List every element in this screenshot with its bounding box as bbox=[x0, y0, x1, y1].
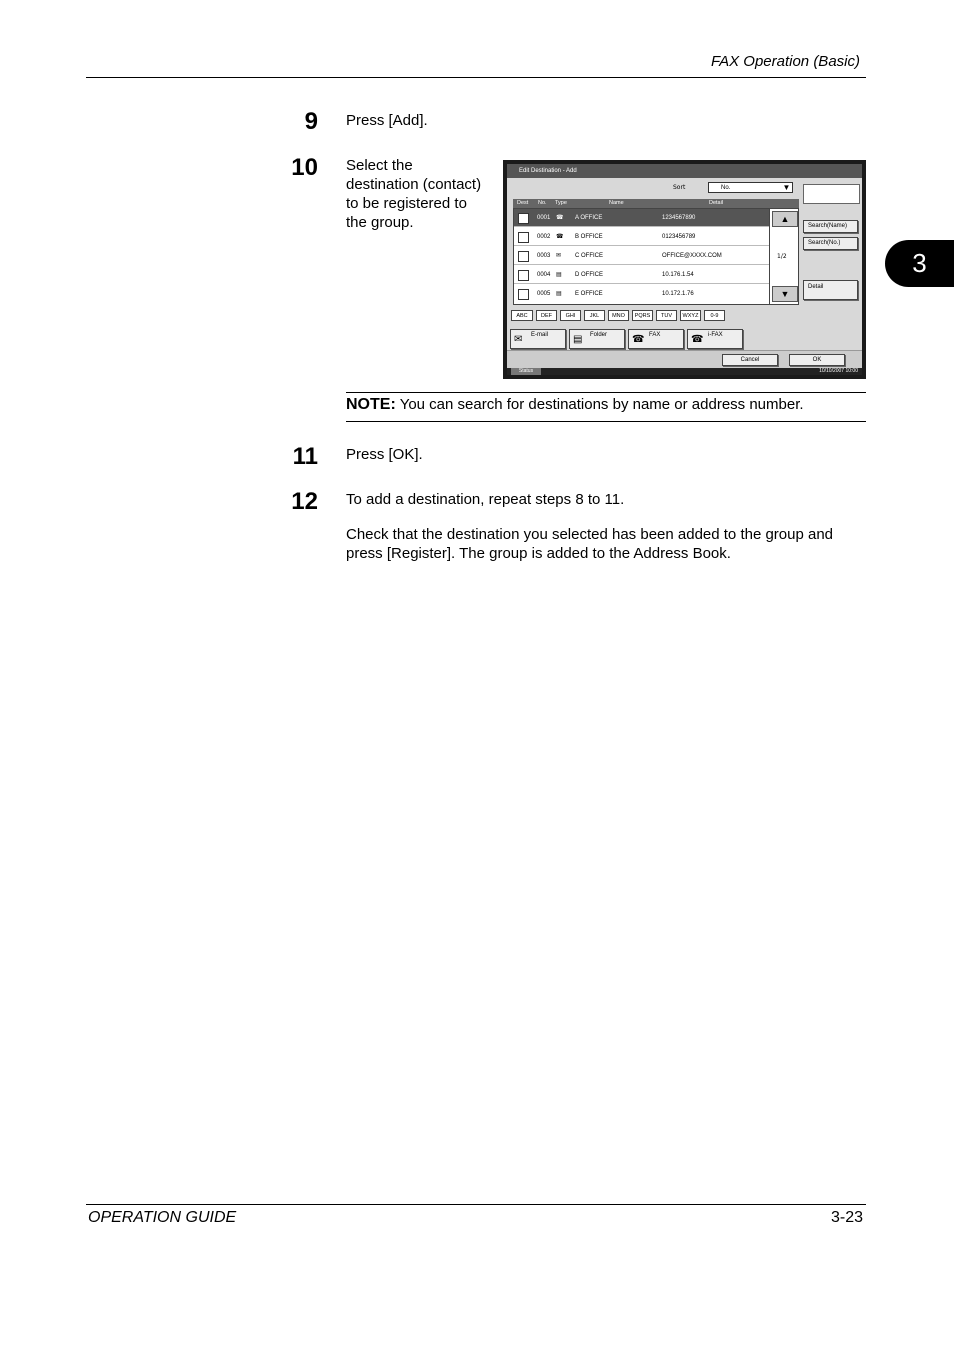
step-text: Press [OK]. bbox=[346, 446, 423, 463]
footer-divider bbox=[86, 1204, 866, 1205]
list-item[interactable]: 0004 ▤ D OFFICE 10.176.1.54 bbox=[514, 266, 770, 284]
list-item[interactable]: 0005 ▤ E OFFICE 10.172.1.76 bbox=[514, 285, 770, 303]
page-number: 3-23 bbox=[830, 1209, 863, 1226]
device-screen bbox=[503, 160, 866, 379]
folder-icon: ▤ bbox=[556, 272, 562, 278]
checkbox[interactable] bbox=[518, 251, 529, 262]
alpha-tab-jkl[interactable]: JKL bbox=[584, 310, 605, 321]
page-indicator: 1/2 bbox=[777, 253, 787, 260]
action-bar bbox=[507, 350, 862, 369]
note-divider bbox=[346, 392, 866, 393]
search-no-button[interactable]: Search(No.) bbox=[803, 237, 858, 250]
header-title: FAX Operation (Basic) bbox=[711, 53, 860, 70]
step-number: 12 bbox=[291, 488, 318, 515]
scroll-column bbox=[769, 208, 799, 305]
header-divider bbox=[86, 77, 866, 78]
chapter-tab: 3 bbox=[885, 240, 954, 287]
fax-icon: ☎ bbox=[556, 215, 564, 221]
alpha-tab-mno[interactable]: MNO bbox=[608, 310, 629, 321]
search-name-button[interactable]: Search(Name) bbox=[803, 220, 858, 233]
step-text: To add a destination, repeat steps 8 to 11. bbox=[346, 491, 625, 508]
email-icon: ✉ bbox=[556, 253, 562, 259]
checkbox[interactable] bbox=[518, 289, 529, 300]
alpha-tab-0-9[interactable]: 0-9 bbox=[704, 310, 725, 321]
destination-list bbox=[513, 208, 771, 305]
detail-button[interactable]: Detail bbox=[803, 280, 858, 300]
screen-title: Edit Destination - Add bbox=[507, 164, 862, 178]
list-item[interactable]: 0002 ☎ B OFFICE 0123456789 bbox=[514, 228, 770, 246]
status-bar bbox=[507, 368, 862, 375]
folder-type-button[interactable]: ▤ Folder bbox=[569, 329, 625, 349]
note-label: NOTE: bbox=[346, 396, 396, 413]
alpha-tab-ghi[interactable]: GHI bbox=[560, 310, 581, 321]
datetime: 10/10/2007 10:00 bbox=[819, 368, 858, 374]
step-text: Select the destination (contact) to be registered to the group. bbox=[346, 157, 482, 231]
folder-icon: ▤ bbox=[556, 291, 562, 297]
step-text: Press [Add]. bbox=[346, 112, 428, 129]
email-icon: ✉ bbox=[514, 334, 523, 345]
fax-icon: ☎ bbox=[632, 334, 645, 345]
fax-icon: ☎ bbox=[556, 234, 564, 240]
fax-type-button[interactable]: ☎ FAX bbox=[628, 329, 684, 349]
step-number: 10 bbox=[291, 154, 318, 181]
note-text: You can search for destinations by name or address number. bbox=[399, 396, 804, 413]
note-divider bbox=[346, 421, 866, 422]
email-type-button[interactable]: ✉ E-mail bbox=[510, 329, 566, 349]
step-number: 9 bbox=[304, 108, 318, 135]
alpha-tab-tuv[interactable]: TUV bbox=[656, 310, 677, 321]
checkbox[interactable] bbox=[518, 213, 529, 224]
folder-icon: ▤ bbox=[573, 334, 583, 345]
chevron-down-icon: ▼ bbox=[782, 183, 791, 192]
cancel-button[interactable]: Cancel bbox=[722, 354, 778, 366]
list-item[interactable]: 0001 ☎ A OFFICE 1234567890 bbox=[514, 209, 770, 227]
alpha-tab-pqrs[interactable]: PQRS bbox=[632, 310, 653, 321]
list-item[interactable]: 0003 ✉ C OFFICE OFFICE@XXXX.COM bbox=[514, 247, 770, 265]
checkbox[interactable] bbox=[518, 270, 529, 281]
status-button[interactable]: Status bbox=[511, 368, 541, 375]
ifax-type-button[interactable]: ☎ i-FAX bbox=[687, 329, 743, 349]
scroll-up-button[interactable]: ▲ bbox=[772, 211, 798, 227]
checkbox[interactable] bbox=[518, 232, 529, 243]
footer-guide-title: OPERATION GUIDE bbox=[88, 1209, 237, 1226]
alpha-tab-abc[interactable]: ABC bbox=[511, 310, 533, 321]
sort-label: Sort bbox=[673, 184, 686, 191]
scroll-down-button[interactable]: ▼ bbox=[772, 286, 798, 302]
alpha-tab-wxyz[interactable]: WXYZ bbox=[680, 310, 701, 321]
list-header: Dest No. Type Name Detail bbox=[513, 199, 799, 208]
ifax-icon: ☎ bbox=[691, 334, 704, 345]
alpha-tab-def[interactable]: DEF bbox=[536, 310, 557, 321]
ok-button[interactable]: OK bbox=[789, 354, 845, 366]
step-number: 11 bbox=[292, 443, 318, 470]
step-detail: Check that the destination you selected has been added to the group and press [Register]. The group is added to the Address Book. bbox=[346, 526, 834, 562]
note bbox=[346, 396, 804, 414]
search-display bbox=[803, 184, 860, 204]
sort-select[interactable]: No. ▼ bbox=[708, 182, 793, 193]
